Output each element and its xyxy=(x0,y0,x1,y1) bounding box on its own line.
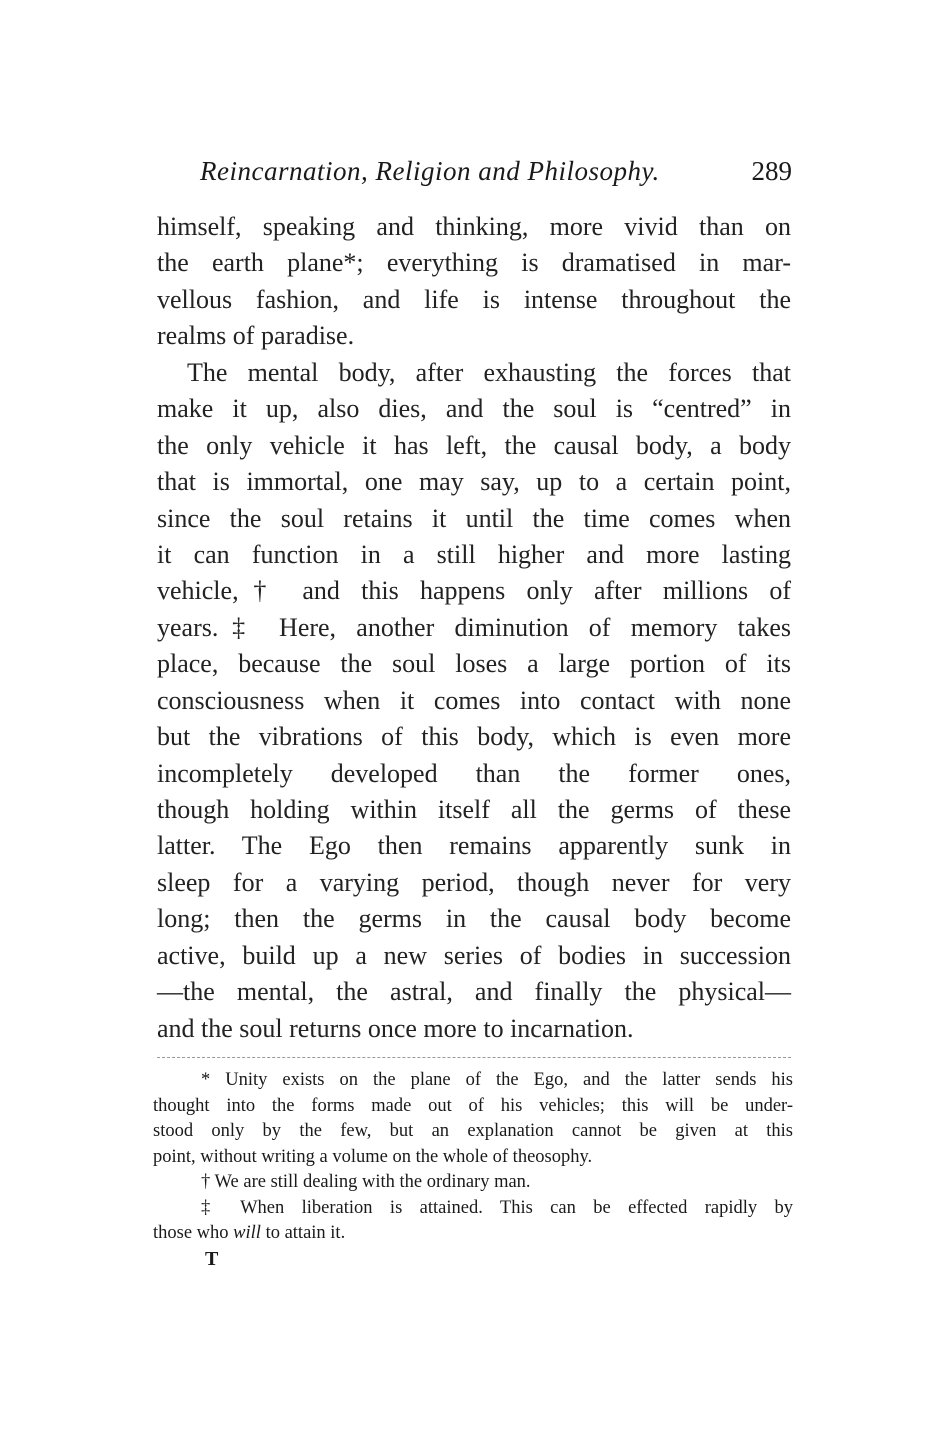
body-text xyxy=(157,209,791,1047)
footnote-line: † We are still dealing with the ordinary man. xyxy=(201,1172,531,1192)
text-line: years.‡ Here, another diminution of memory takes xyxy=(157,612,791,642)
footnote-line: stood only by the few, but an explanation cannot be given at this xyxy=(153,1121,793,1141)
text-line: The mental body, after exhausting the forces that xyxy=(187,357,791,387)
footnote-line: * Unity exists on the plane of the Ego, and the latter sends his xyxy=(201,1070,793,1090)
text-line: place, because the soul loses a large portion of its xyxy=(157,649,791,679)
footnotes xyxy=(153,1068,793,1272)
text-line: active, build up a new series of bodies in succession xyxy=(157,940,791,970)
text-line: consciousness when it comes into contact with none xyxy=(157,685,791,715)
text-line: the only vehicle it has left, the causal body, a body xyxy=(157,430,791,460)
text-line: —the mental, the astral, and finally the physical— xyxy=(157,977,791,1007)
footnote-text: those who xyxy=(153,1223,234,1243)
footnote-emphasis: will xyxy=(233,1223,261,1243)
footnote-rule xyxy=(157,1057,791,1058)
text-line: make it up, also dies, and the soul is “centred” in xyxy=(157,394,791,424)
text-line: the earth plane*; everything is dramatised in mar- xyxy=(157,248,791,278)
running-title: Reincarnation, Religion and Philosophy. xyxy=(200,156,660,186)
text-line: and the soul returns once more to incarnation. xyxy=(157,1013,634,1043)
text-line: vellous fashion, and life is intense throughout the xyxy=(157,284,791,314)
text-line: latter. The Ego then remains apparently sunk in xyxy=(157,831,791,861)
text-line: but the vibrations of this body, which is even more xyxy=(157,722,791,752)
footnote-line: thought into the forms made out of his vehicles; this will be under- xyxy=(153,1095,793,1116)
text-line: though holding within itself all the germs of these xyxy=(157,795,791,824)
signature-mark: T xyxy=(205,1247,219,1270)
text-line: himself, speaking and thinking, more vivid than on xyxy=(157,212,791,241)
text-line: that is immortal, one may say, up to a certain point, xyxy=(157,467,791,497)
footnote-line xyxy=(153,1221,793,1247)
footnote-line: ‡ When liberation is attained. This can be effected rapidly by xyxy=(201,1197,793,1218)
running-header xyxy=(200,156,792,187)
text-line: vehicle,† and this happens only after millions of xyxy=(157,576,791,606)
text-line: realms of paradise. xyxy=(157,321,355,351)
text-line: sleep for a varying period, though never for very xyxy=(157,867,791,897)
text-line: long; then the germs in the causal body become xyxy=(157,904,791,934)
page-number: 289 xyxy=(751,156,792,186)
footnote-line: point, without writing a volume on the whole of theosophy. xyxy=(153,1146,593,1167)
text-line: since the soul retains it until the time comes when xyxy=(157,503,791,533)
footnote-text: to attain it. xyxy=(260,1223,346,1243)
text-line: it can function in a still higher and more lasting xyxy=(157,539,791,569)
text-line: incompletely developed than the former ones, xyxy=(157,758,791,788)
